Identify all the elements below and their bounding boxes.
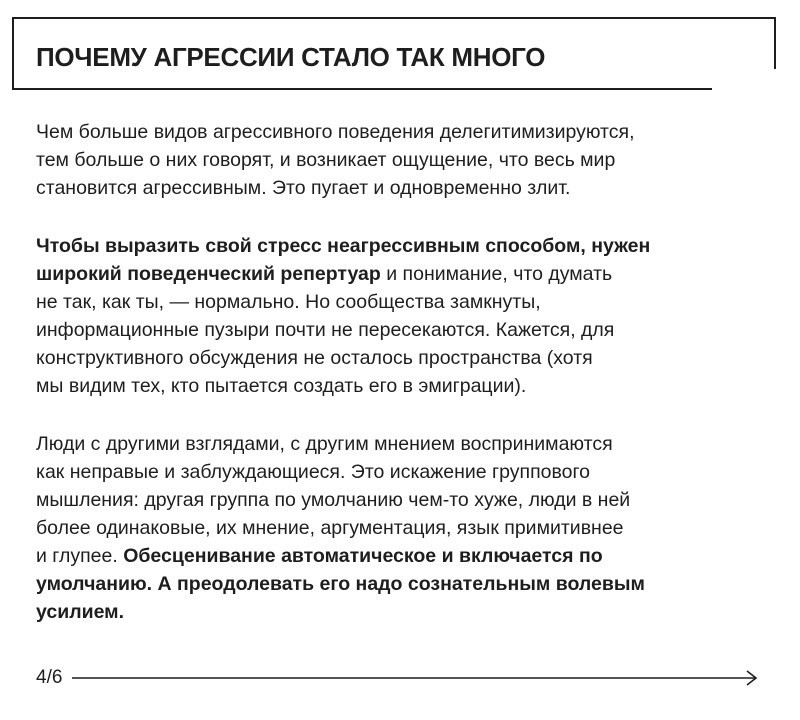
text-segment: Люди с другими взглядами, с другим мнением воспринимаются	[36, 433, 613, 455]
text-line	[36, 288, 766, 316]
paragraph	[36, 430, 766, 626]
title-frame-gap	[712, 69, 782, 99]
text-segment: тем больше о них говорят, и возникает ощущение, что весь мир	[36, 149, 616, 171]
text-line	[36, 118, 766, 146]
text-line	[36, 458, 766, 486]
paragraph	[36, 118, 766, 202]
bold-text: усилием.	[36, 601, 124, 623]
text-line	[36, 430, 766, 458]
paragraph	[36, 232, 766, 400]
text-line	[36, 344, 766, 372]
text-line	[36, 260, 766, 288]
bold-text: умолчанию. А преодолевать его надо сознательным волевым	[36, 573, 645, 595]
article-body	[36, 118, 766, 656]
text-segment: мышления: другая группа по умолчанию чем-то хуже, люди в ней	[36, 489, 631, 511]
text-segment: как неправые и заблуждающиеся. Это искажение группового	[36, 461, 591, 483]
text-segment: более одинаковые, их мнение, аргументация, язык примитивнее	[36, 517, 624, 539]
text-segment: конструктивного обсуждения не осталось пространства (хотя	[36, 347, 593, 369]
text-segment: не так, как ты, — нормально. Но сообщества замкнуты,	[36, 291, 541, 313]
text-segment: Чем больше видов агрессивного поведения делегитимизируются,	[36, 121, 635, 143]
text-line	[36, 514, 766, 542]
footer	[36, 666, 760, 690]
title-underline	[12, 88, 712, 90]
text-line	[36, 570, 766, 598]
bold-text: широкий поведенческий репертуар	[36, 263, 381, 285]
text-segment: мы видим тех, кто пытается создать его в эмиграции).	[36, 375, 527, 397]
text-line	[36, 232, 766, 260]
text-line	[36, 598, 766, 626]
text-line	[36, 316, 766, 344]
bold-text: Обесценивание автоматическое и включается по	[123, 545, 603, 567]
text-line	[36, 542, 766, 570]
bold-text: Чтобы выразить свой стресс неагрессивным способом, нужен	[36, 235, 651, 257]
page-number: 4/6	[36, 667, 63, 688]
text-line	[36, 174, 766, 202]
page-title: ПОЧЕМУ АГРЕССИИ СТАЛО ТАК МНОГО	[36, 42, 546, 72]
text-segment: информационные пузыри почти не пересекаются. Кажется, для	[36, 319, 615, 341]
arrow-right-icon[interactable]	[72, 666, 762, 690]
text-line	[36, 486, 766, 514]
text-line	[36, 372, 766, 400]
text-segment: и понимание, что думать	[380, 263, 613, 285]
text-segment: и глупее.	[36, 545, 124, 567]
text-line	[36, 146, 766, 174]
text-segment: становится агрессивным. Это пугает и одновременно злит.	[36, 177, 571, 199]
